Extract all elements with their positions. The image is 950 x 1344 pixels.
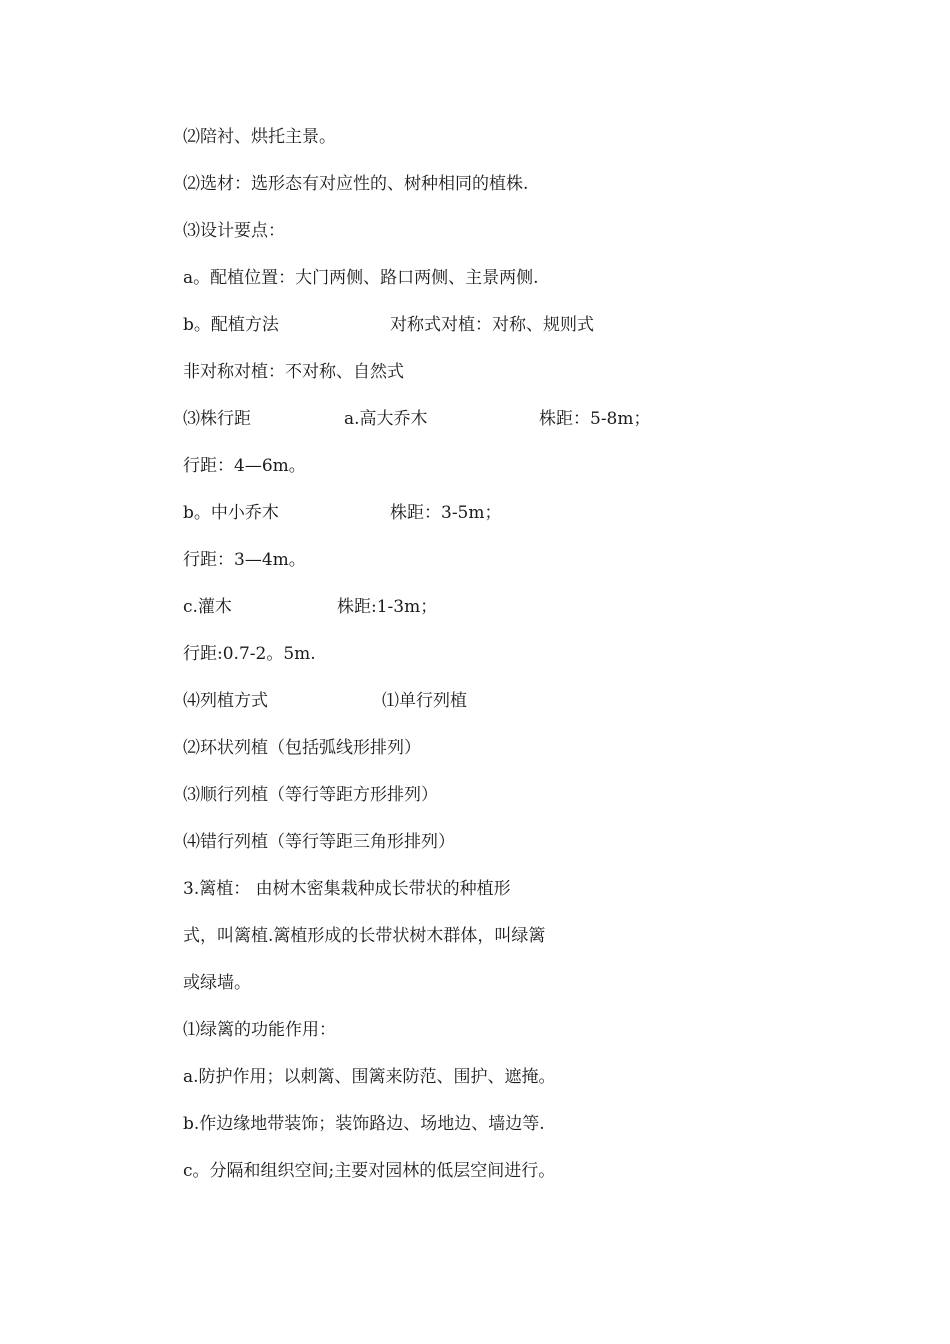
document-page: ⑵陪衬、烘托主景。 ⑵选材：选形态有对应性的、树种相同的植株. ⑶设计要点： a。配植位置：大门两侧、路口两侧、主景两侧. b。配植方法 对称式对植：对称、规则式 非对称对植：不对称、自然式 ⑶株行距 a.高大乔木 株距：5-8m； 行距：4—6m。 b。中小乔木 株距：3-5m； 行距：3—4m。 c.灌木 株距:1-3m； 行距:0.7-2。5m. ⑷列植方式 ⑴单行列植 ⑵环状列植（包括弧线形排列） ⑶顺行列植（等行等距方形排列） ⑷错行列植（等行等距三角形排列） 3.篱植： 由树木密集栽种成长带状的种植形 式，叫篱植.篱植形成的长带状树木群体，叫绿篱 或绿墙。 ⑴绿篱的功能作用： a.防护作用；以刺篱、围篱来防范、围护、遮掩。 b.作边缘地带装饰；装饰路边、场地边、墙边等. c。分隔和组织空间;主要对园林的低层空间进行。: [0, 0, 950, 1344]
